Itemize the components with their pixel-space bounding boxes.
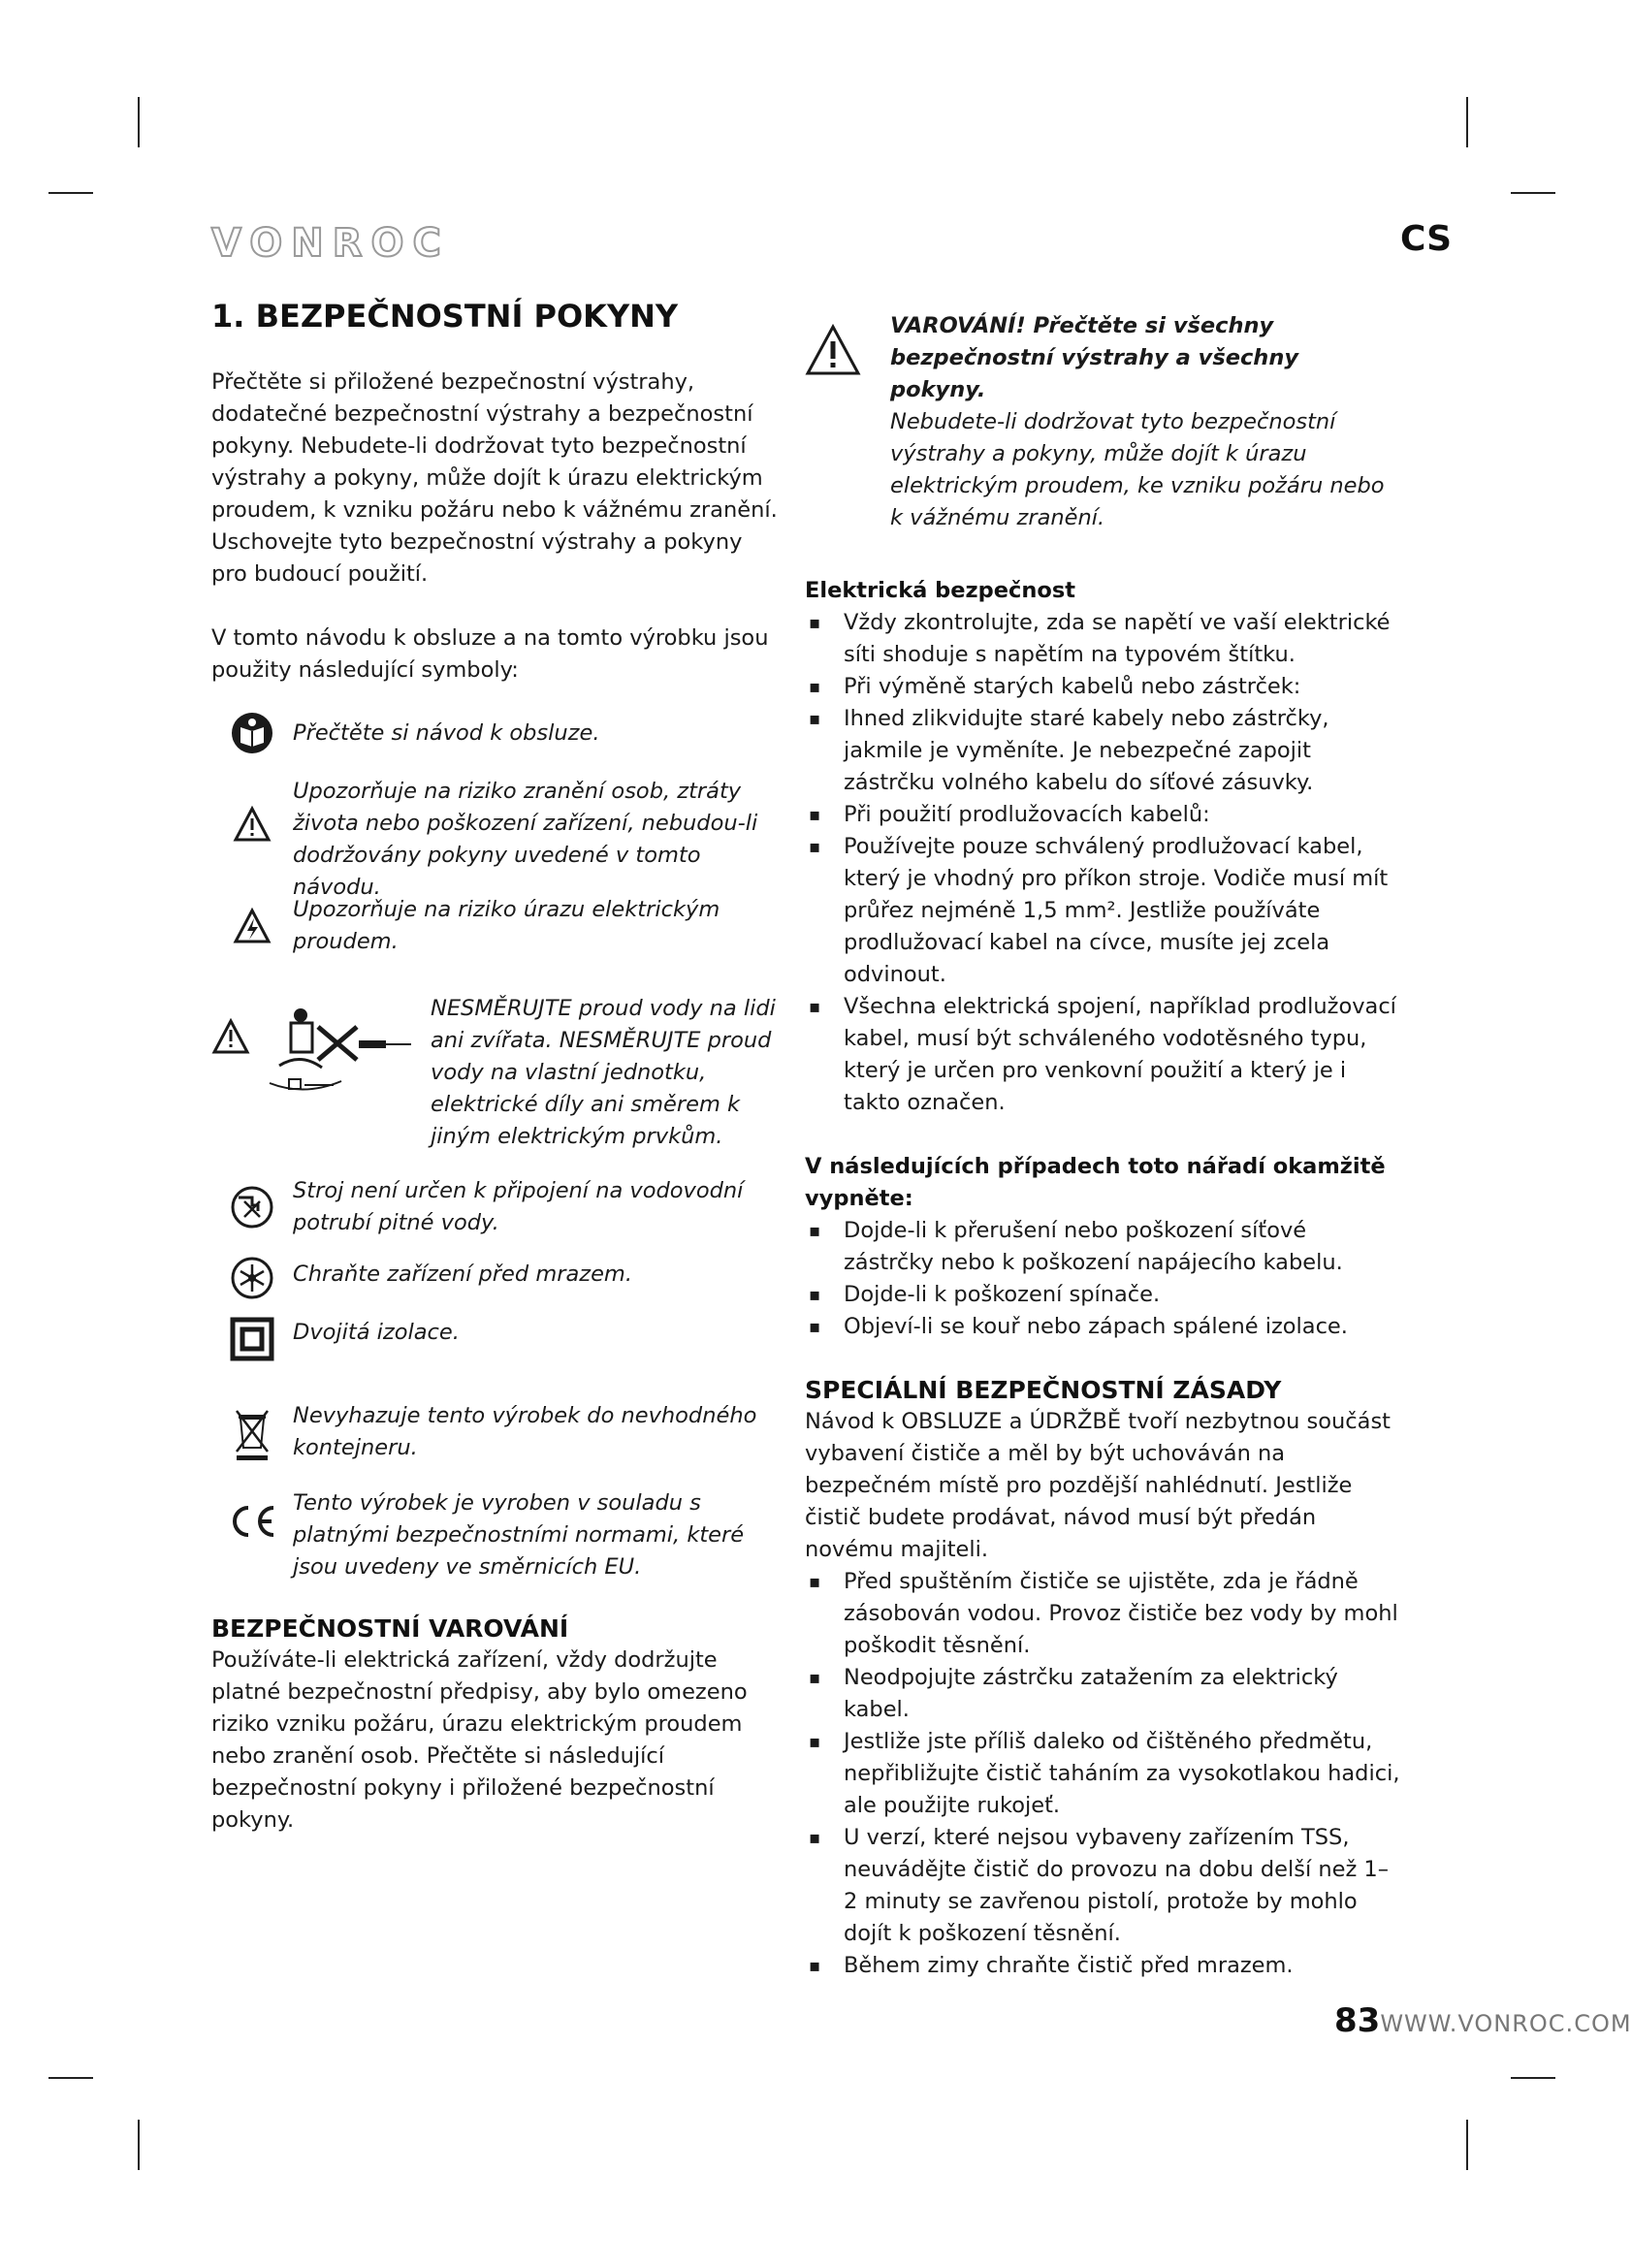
- list-item: ▪ Dojde-li k poškození spínače.: [805, 1279, 1401, 1311]
- special-rules-list: [805, 1566, 1401, 1982]
- list-item: ▪ Ihned zlikvidujte staré kabely nebo zástrčky, jakmile je vyměníte. Je nebezpečné zapojit zástrčku volného kabelu do síťové zásuvky.: [805, 703, 1401, 799]
- list-item: ▪ Před spuštěním čističe se ujistěte, zda je řádně zásobován vodou. Provoz čističe bez vody by mohl poškodit těsnění.: [805, 1566, 1401, 1662]
- list-item: ▪ Jestliže jste příliš daleko od čištěného předmětu, nepřibližujte čistič taháním za vysokotlakou hadici, ale použijte rukojeť.: [805, 1726, 1401, 1822]
- frost-protection-icon: [211, 1259, 293, 1297]
- warning-triangle-icon: [805, 310, 867, 386]
- crop-mark: [48, 192, 93, 194]
- double-insulation-icon: [211, 1315, 293, 1363]
- warning-box: [805, 310, 1401, 534]
- warning-title: VAROVÁNÍ! Přečtěte si všechny bezpečnostní výstrahy a všechny pokyny.: [890, 313, 1299, 402]
- electrical-safety-heading: Elektrická bezpečnost: [805, 578, 1075, 603]
- website-url: WWW.VONROC.COM: [1380, 2010, 1632, 2037]
- symbols-intro: V tomto návodu k obsluze a na tomto výrobku jsou použity následující symboly:: [211, 625, 769, 683]
- special-rules-heading: SPECIÁLNÍ BEZPEČNOSTNÍ ZÁSADY: [805, 1376, 1282, 1404]
- list-item: ▪ Při použití prodlužovacích kabelů:: [805, 799, 1401, 831]
- list-item: ▪ Při výměně starých kabelů nebo zástrček:: [805, 671, 1401, 703]
- switch-off-heading: V následujících případech toto nářadí okamžitě vypněte:: [805, 1154, 1386, 1211]
- crop-mark: [138, 97, 140, 147]
- symbol-row: [211, 712, 784, 764]
- symbol-row: [211, 993, 784, 1158]
- symbol-row: [211, 1315, 784, 1387]
- warning-text: Nebudete-li dodržovat tyto bezpečnostní výstrahy a pokyny, může dojít k úrazu elektrickým proudem, ke vzniku požáru nebo k vážnému zranění.: [890, 409, 1385, 530]
- list-item: ▪ U verzí, které nejsou vybaveny zařízením TSS, neuvádějte čistič do provozu na dobu delší než 1–2 minuty se zavřenou pistolí, protože by mohlo dojít k poškození těsnění.: [805, 1822, 1401, 1950]
- special-rules-text: Návod k OBSLUZE a ÚDRŽBĚ tvoří nezbytnou součást vybavení čističe a měl by být uchováván na bezpečném místě pro pozdější nahlédnutí. Jestliže čistič budete prodávat, návod musí být předán novému majiteli.: [805, 1409, 1391, 1562]
- symbol-text: Přečtěte si návod k obsluze.: [293, 720, 600, 746]
- switch-off-list: [805, 1215, 1401, 1343]
- symbol-row: [211, 776, 784, 900]
- intro-paragraph: Přečtěte si přiložené bezpečnostní výstrahy, dodatečné bezpečnostní výstrahy a bezpečnostní pokyny. Nebudete-li dodržovat tyto bezpečnostní výstrahy a pokyny, může dojít k úrazu elektrickým proudem, k vzniku požáru nebo k vážnému zranění. Uschovejte tyto bezpečnostní výstrahy a pokyny pro budoucí použití.: [211, 369, 778, 587]
- symbol-text: Upozorňuje na riziko úrazu elektrickým proudem.: [293, 897, 720, 954]
- crop-mark: [138, 2120, 140, 2170]
- no-water-jet-icon: [211, 993, 431, 1109]
- crop-mark: [1466, 97, 1468, 147]
- right-column: [805, 297, 1401, 1982]
- symbol-text: Stroj není určen k připojení na vodovodní potrubí pitné vody.: [293, 1178, 744, 1235]
- symbol-row: [211, 1175, 784, 1257]
- list-item: ▪ Neodpojujte zástrčku zatažením za elektrický kabel.: [805, 1662, 1401, 1726]
- symbol-row: [211, 1387, 784, 1480]
- list-item: ▪ Dojde-li k přerušení nebo poškození síťové zástrčky nebo k poškození napájecího kabelu.: [805, 1215, 1401, 1279]
- no-drinking-water-icon: [211, 1175, 293, 1239]
- weee-bin-icon: [211, 1387, 293, 1474]
- list-item: ▪ Objeví-li se kouř nebo zápach spálené izolace.: [805, 1311, 1401, 1343]
- symbol-row: [211, 1487, 784, 1592]
- page-title: 1. BEZPEČNOSTNÍ POKYNY: [211, 298, 679, 335]
- page-footer: [1334, 2001, 1632, 2040]
- symbol-text: NESMĚRUJTE proud vody na lidi ani zvířata. NESMĚRUJTE proud vody na vlastní jednotku, elektrické díly ani směrem k jiným elektrickým prvkům.: [431, 996, 776, 1149]
- ce-mark-icon: [211, 1487, 293, 1555]
- symbol-text: Tento výrobek je vyroben v souladu s platnými bezpečnostními normami, které jsou uvedeny ve směrnicích EU.: [293, 1490, 745, 1580]
- crop-mark: [1511, 2077, 1555, 2079]
- list-item: ▪ Vždy zkontrolujte, zda se napětí ve vaší elektrické síti shoduje s napětím na typovém štítku.: [805, 607, 1401, 671]
- page-number: 83: [1334, 2001, 1381, 2040]
- symbol-row: [211, 894, 784, 981]
- list-item: ▪ Během zimy chraňte čistič před mrazem.: [805, 1950, 1401, 1982]
- brand-logo: VONROC: [211, 221, 450, 266]
- left-column: [211, 297, 784, 1837]
- symbol-text: Chraňte zařízení před mrazem.: [293, 1262, 632, 1287]
- symbol-text: Nevyhazuje tento výrobek do nevhodného kontejneru.: [293, 1403, 757, 1460]
- symbol-text: Dvojitá izolace.: [293, 1320, 460, 1345]
- safety-warnings-heading: BEZPEČNOSTNÍ VAROVÁNÍ: [211, 1614, 569, 1643]
- symbol-row: [211, 1259, 784, 1315]
- electrical-safety-list: [805, 607, 1401, 1119]
- list-item: ▪ Všechna elektrická spojení, například prodlužovací kabel, musí být schváleného vodotěsného typu, který je určen pro venkovní použití a který je i takto označen.: [805, 991, 1401, 1119]
- safety-warnings-text: Používáte-li elektrická zařízení, vždy dodržujte platné bezpečnostní předpisy, aby bylo omezeno riziko vzniku požáru, úrazu elektrickým proudem nebo zranění osob. Přečtěte si následující bezpečnostní pokyny i přiložené bezpečnostní pokyny.: [211, 1647, 748, 1833]
- electric-shock-icon: [211, 894, 293, 958]
- warning-triangle-icon: [211, 776, 293, 872]
- crop-mark: [1466, 2120, 1468, 2170]
- read-manual-icon: [211, 712, 293, 754]
- symbol-text: Upozorňuje na riziko zranění osob, ztráty života nebo poškození zařízení, nebudou-li dodržovány pokyny uvedené v tomto návodu.: [293, 779, 758, 900]
- list-item: ▪ Používejte pouze schválený prodlužovací kabel, který je vhodný pro příkon stroje. Vodiče musí mít průřez nejméně 1,5 mm². Jestliže používáte prodlužovací kabel na cívce, musíte jej zcela odvinout.: [805, 831, 1401, 991]
- crop-mark: [1511, 192, 1555, 194]
- language-code: CS: [1400, 219, 1453, 259]
- crop-mark: [48, 2077, 93, 2079]
